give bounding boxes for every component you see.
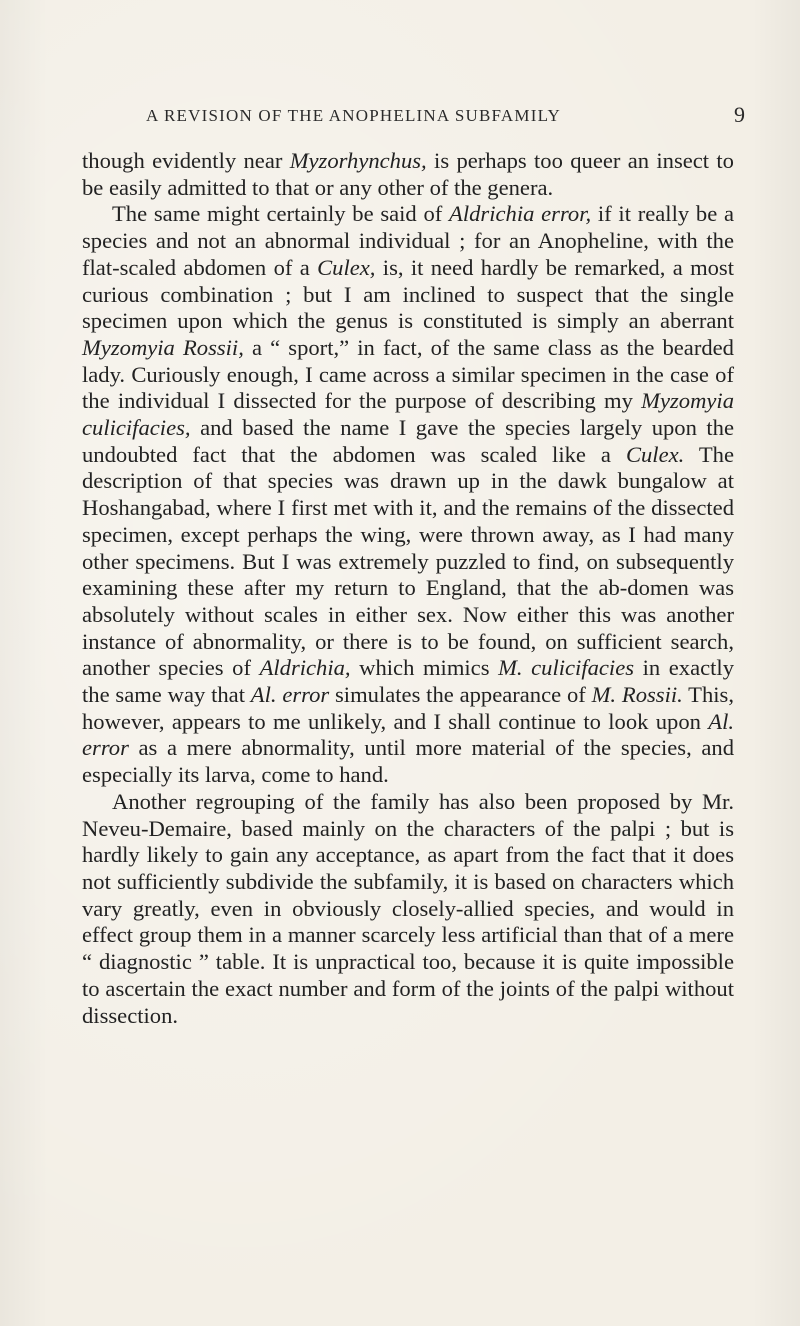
body-text (82, 148, 734, 1029)
paragraph-3 (82, 789, 734, 1029)
text-run: and based the name I gave the species largely upon the undoubted fact that the abdomen was scaled like a (82, 415, 734, 467)
text-run: in exactly the same way that (82, 655, 735, 708)
text-run: The same might certainly be said of (112, 201, 450, 227)
italic-run: Myzomyia Rossii, (82, 334, 244, 360)
text-run: is, it need hardly be remarked, a most curious combination ; but I am inclined to suspect that the single specimen upon which the genus is constituted is simply an aberrant (82, 254, 735, 334)
italic-run: Al. error (82, 708, 734, 761)
text-run: if it really be a species and not an abnormal individual ; for an Anopheline, with the flat-scaled abdomen of a (82, 201, 734, 280)
italic-run: Myzorhynchus, (289, 148, 427, 173)
italic-run: Culex. (625, 441, 685, 467)
italic-run: Al. error (250, 682, 330, 708)
text-run: as a mere abnormality, until more material of the species, and especially its larva, come to hand. (82, 735, 734, 788)
paragraph-1 (82, 148, 734, 201)
text-run: The description of that species was drawn up in the dawk bungalow at Hoshangabad, where I first met with it, and the remains of the dissected specimen, except perhaps the wing, were thrown away, as I had many other specimens. But I was extremely puzzled to find, on subsequently examining these after my return to England, that the ab-domen was absolutely without scales in either sex. Now either this was another instance of abnormality, or there is to be found, on sufficient search, another species of (82, 441, 735, 681)
text-run: a “ sport,” in fact, of the same class as the bearded lady. Curiously enough, I came across a similar specimen in the case of the individual I dissected for the purpose of describing my (82, 334, 734, 414)
text-run: though evidently near (82, 148, 290, 173)
italic-run: Aldrichia error, (449, 201, 592, 227)
italic-run: Myzomyia culicifacies, (82, 388, 734, 441)
paragraph-2 (82, 201, 734, 788)
page-number: 9 (734, 102, 745, 127)
text-run: This, however, appears to me unlikely, and I shall continue to look upon (82, 682, 734, 734)
running-head: A REVISION OF THE ANOPHELINA SUBFAMILY (146, 106, 561, 125)
italic-run: M. Rossii. (591, 682, 683, 708)
italic-run: Culex, (317, 254, 376, 280)
text-run: which mimics (350, 655, 499, 681)
text-run: Another regrouping of the family has also been proposed by Mr. Neveu-Demaire, based mainly on the characters of the palpi ; but is hardly likely to gain any acceptance, as apart from the fact that it does not sufficiently subdivide the subfamily, it is based on characters which vary greatly, even in obviously closely-allied species, and would in effect group them in a manner scarcely less artificial than that of a mere “ diagnostic ” table. It is unpractical too, because it is quite impossible to ascertain the exact number and form of the joints of the palpi without dissection. (82, 788, 734, 1028)
italic-run: Aldrichia, (259, 655, 351, 681)
text-run: simulates the appearance of (329, 682, 592, 708)
italic-run: M. culicifacies (498, 655, 635, 681)
text-run: is perhaps too queer an insect to be easily admitted to that or any other of the genera. (82, 148, 734, 200)
